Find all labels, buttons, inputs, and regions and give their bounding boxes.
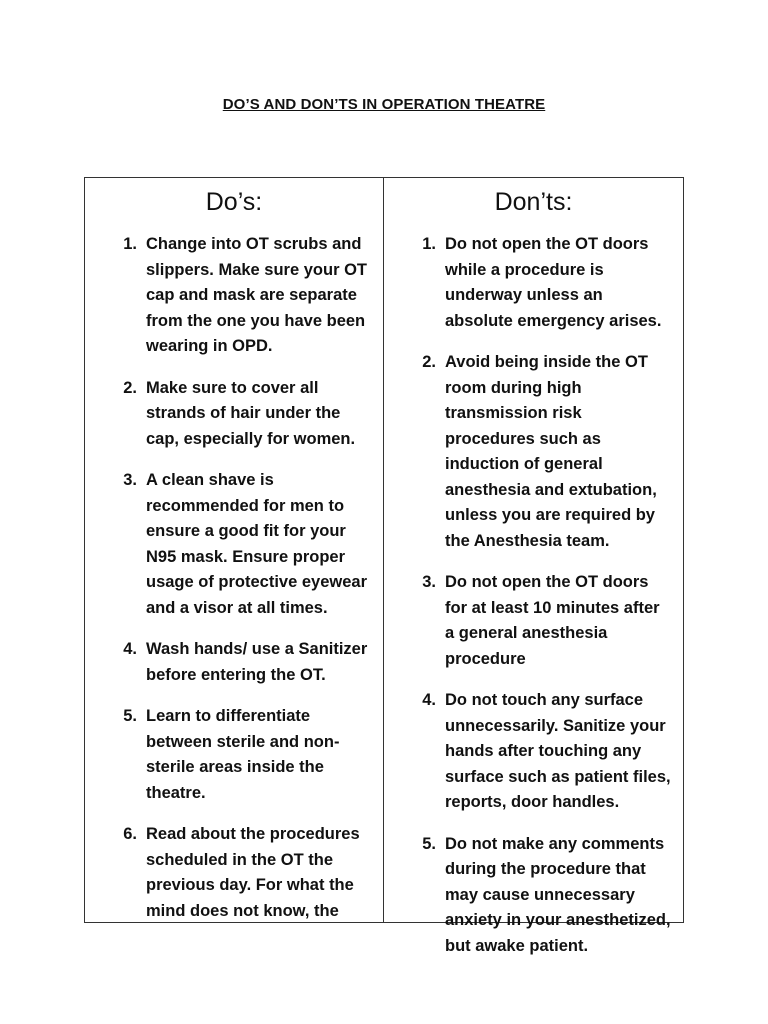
item-text: Do not touch any surface unnecessarily. Sanitize your hands after touching any surface such as patient files, reports, door handles. (445, 691, 671, 811)
list-item (384, 570, 683, 672)
item-text: Read about the procedures scheduled in the OT the previous day. For what the mind does not know, the (146, 825, 360, 920)
item-text: Wash hands/ use a Sanitizer before entering the OT. (146, 640, 368, 684)
list-item (85, 468, 383, 621)
dos-heading: Do’s: (205, 188, 263, 216)
item-number: 3. (123, 471, 137, 489)
list-item (384, 232, 683, 334)
list-item (384, 832, 683, 960)
donts-list (384, 232, 683, 975)
dos-donts-table (84, 177, 684, 955)
item-number: 5. (123, 707, 137, 725)
list-item (85, 822, 383, 924)
item-text: Do not open the OT doors while a procedure is underway unless an absolute emergency arises. (445, 235, 662, 330)
dos-list (85, 232, 383, 940)
list-item (85, 704, 383, 806)
list-item (384, 688, 683, 816)
dos-column (85, 178, 384, 922)
item-text: Do not make any comments during the procedure that may cause unnecessary anxiety in your anesthetized, but awake patient. (445, 834, 671, 955)
donts-column (384, 178, 683, 955)
item-number: 5. (422, 834, 436, 853)
item-text: Do not open the OT doors for at least 10 minutes after a general anesthesia procedure (445, 573, 660, 668)
donts-heading: Don’ts: (494, 188, 573, 216)
item-number: 1. (422, 235, 436, 253)
item-text: Learn to differentiate between sterile and non-sterile areas inside the theatre. (146, 707, 340, 802)
list-item (384, 350, 683, 554)
item-number: 6. (123, 825, 137, 843)
list-item (85, 376, 383, 453)
item-text: A clean shave is recommended for men to ensure a good fit for your N95 mask. Ensure proper usage of protective eyewear and a visor at all times. (146, 471, 368, 617)
list-item (85, 232, 383, 360)
item-number: 3. (422, 573, 436, 591)
item-number: 1. (123, 235, 137, 253)
item-text: Avoid being inside the OT room during high transmission risk procedures such as induction of general anesthesia and extubation, unless you are required by the Anesthesia team. (445, 353, 657, 550)
item-text: Change into OT scrubs and slippers. Make sure your OT cap and mask are separate from the one you have been wearing in OPD. (146, 235, 367, 355)
item-number: 2. (422, 353, 436, 371)
item-number: 4. (123, 640, 137, 658)
list-item (85, 637, 383, 688)
item-number: 2. (123, 378, 137, 397)
item-text: Make sure to cover all strands of hair under the cap, especially for women. (146, 378, 356, 448)
page-title: DO’S AND DON’TS IN OPERATION THEATRE (222, 96, 546, 113)
item-number: 4. (422, 691, 436, 709)
